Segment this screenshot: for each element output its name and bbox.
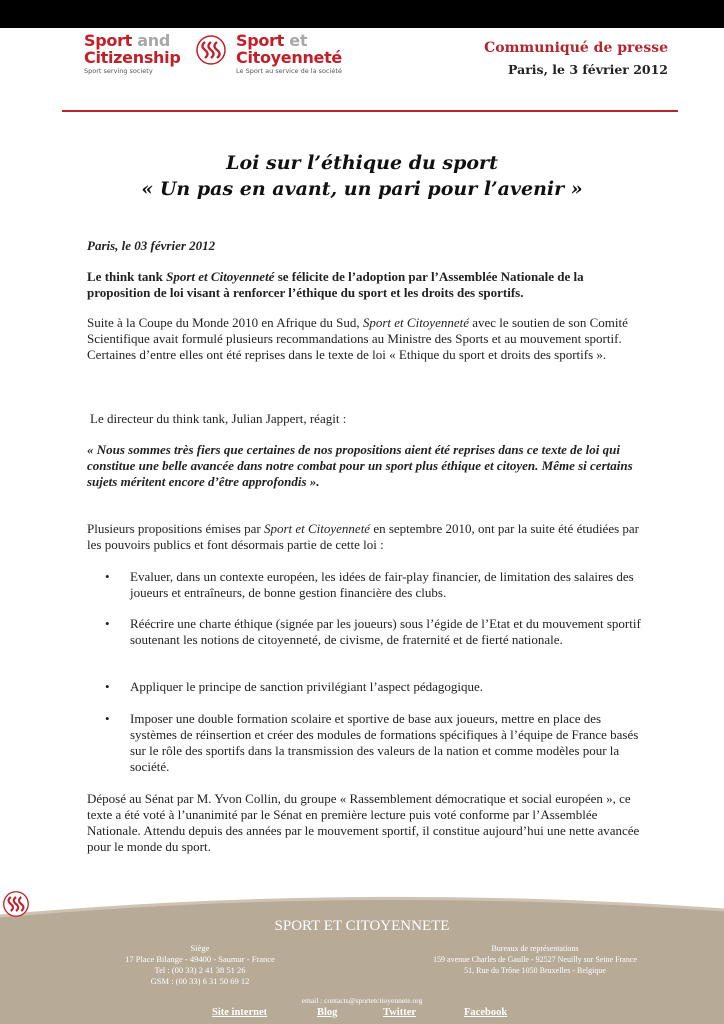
sport-et-citoyennete-logo: [236, 32, 356, 80]
logo-st-word-citoyennete: Citoyenneté: [236, 48, 342, 67]
footer-offices-heading: Bureaux de représentations: [491, 944, 579, 953]
facebook-link[interactable]: Facebook: [464, 1007, 508, 1018]
list-item-text: Imposer une double formation scolaire et sportive de base aux joueurs, mettre en place des systèmes de réinsertion et créer des modules de formations spécifiques à l’équipe de France basés sur le rôle des sportifs dans la transmission des valeurs de la nation et comme modèles pour la société.: [130, 711, 639, 774]
bullet-icon: •: [105, 616, 110, 631]
p3-text-end: en septembre 2010, ont par la suite été étudiées par les pouvoirs publics et font désormais partie de cette loi :: [87, 521, 640, 552]
lead-text-start: Le think tank: [87, 269, 167, 284]
logo-st-word-sport: Sport: [236, 31, 285, 50]
footer-representation-offices: [400, 943, 670, 976]
list-item-text: Appliquer le principe de sanction privilégiant l’aspect pédagogique.: [130, 679, 484, 694]
footer: [0, 890, 724, 1024]
footer-hq-tel: Tel : (00 33) 2 41 38 51 26: [154, 965, 246, 975]
twitter-link[interactable]: Twitter: [383, 1007, 417, 1018]
document-title: [0, 150, 724, 202]
site-internet-link[interactable]: Site internet: [212, 1007, 268, 1018]
header-divider: [62, 110, 678, 112]
p1-org-name: Sport et Citoyenneté: [362, 315, 469, 330]
p3-org-name: Sport et Citoyenneté: [263, 521, 371, 536]
paragraph-3: [87, 521, 643, 553]
blog-link[interactable]: Blog: [317, 1007, 338, 1018]
title-line-2: « Un pas en avant, un pari pour l’avenir »: [141, 178, 583, 200]
lead-org-name: Sport et Citoyenneté: [166, 269, 275, 284]
press-release-label: Communiqué de presse: [484, 40, 668, 56]
director-quote: « Nous sommes très fiers que certaines de nos propositions aient été reprises dans ce texte de loi qui constitue une belle avancée dans notre combat pour un sport plus éthique et citoyen. Même si certains sujets méritent encore d’être approfondis ».: [87, 442, 633, 489]
sport-and-citizenship-logo: [84, 32, 204, 80]
p1-text-start: Suite à la Coupe du Monde 2010 en Afrique du Sud,: [87, 315, 363, 330]
title-line-1: Loi sur l’éthique du sport: [226, 152, 498, 174]
footer-organization-name: SPORT ET CITOYENNETE: [274, 918, 450, 934]
footer-headquarters: [100, 943, 300, 987]
bullet-icon: •: [105, 569, 110, 584]
list-item-text: Evaluer, dans un contexte européen, les idées de fair-play financier, de limitation des salaires des joueurs et entraîneurs, de bonne gestion financière des clubs.: [130, 569, 634, 600]
footer-links: [0, 1007, 724, 1021]
p1-text-end: avec le soutien de son Comité Scientifique avait formulé plusieurs recommandations au Ministre des Sports et au mouvement sportif. Certaines d’entre elles ont été reprises dans le texte de loi « Ethique du sport et droits des sportifs ».: [87, 315, 628, 362]
footer-hq-address: 17 Place Bilange - 49400 - Saumur - France: [125, 954, 275, 964]
paragraph-4: Déposé au Sénat par M. Yvon Collin, du groupe « Rassemblement démocratique et social européen », ce texte a été voté à l’unanimité par le Sénat en première lecture puis voté conforme par l’Assemblée Nationale. Attendu depuis des années par le mouvement sportif, il constitue aujourd’hui une nette avancée pour le monde du sport.: [87, 791, 640, 854]
logo-sc-tagline: Sport serving society: [84, 67, 153, 75]
sss-emblem-icon: [193, 34, 229, 66]
lead-paragraph: [87, 269, 643, 301]
logo-sc-word-sport: Sport: [84, 31, 133, 50]
footer-hq-gsm: GSM : (00 33) 6 31 50 69 12: [150, 976, 250, 986]
footer-sss-emblem-icon: [0, 890, 32, 918]
p3-text-start: Plusieurs propositions émises par: [87, 521, 264, 536]
list-item-text: Réécrire une charte éthique (signée par les joueurs) sous l’égide de l’Etat et du mouvement sportif soutenant les notions de citoyenneté, de civisme, de fraternité et de fierté nationale.: [130, 616, 641, 647]
logo-st-tagline: Le Sport au service de la société: [236, 67, 342, 75]
lead-text-end: se félicite de l’adoption par l’Assemblée Nationale de la proposition de loi visant à renforcer l’éthique du sport et les droits des sportifs.: [87, 269, 584, 300]
press-release-date: Paris, le 3 février 2012: [508, 62, 668, 77]
dateline: Paris, le 03 février 2012: [87, 238, 216, 253]
logo-sc-word-citizenship: Citizenship: [84, 48, 181, 67]
top-black-bar: [0, 0, 724, 28]
footer-email: email : contacts@sportetcitoyennete.org: [301, 996, 423, 1005]
logo-sc-word-and: and: [137, 31, 171, 50]
paragraph-1: [87, 315, 643, 363]
bullet-icon: •: [105, 711, 110, 726]
logo-st-word-et: et: [289, 31, 308, 50]
bullet-icon: •: [105, 679, 110, 694]
footer-office-bruxelles: 51, Rue du Trône 1050 Bruxelles - Belgique: [464, 966, 606, 975]
footer-office-neuilly: 159 avenue Charles de Gaulle - 92527 Neuilly sur Seine France: [433, 955, 637, 964]
paragraph-2: Le directeur du think tank, Julian Jappert, réagit :: [90, 411, 347, 426]
footer-hq-heading: Siège: [190, 943, 210, 953]
